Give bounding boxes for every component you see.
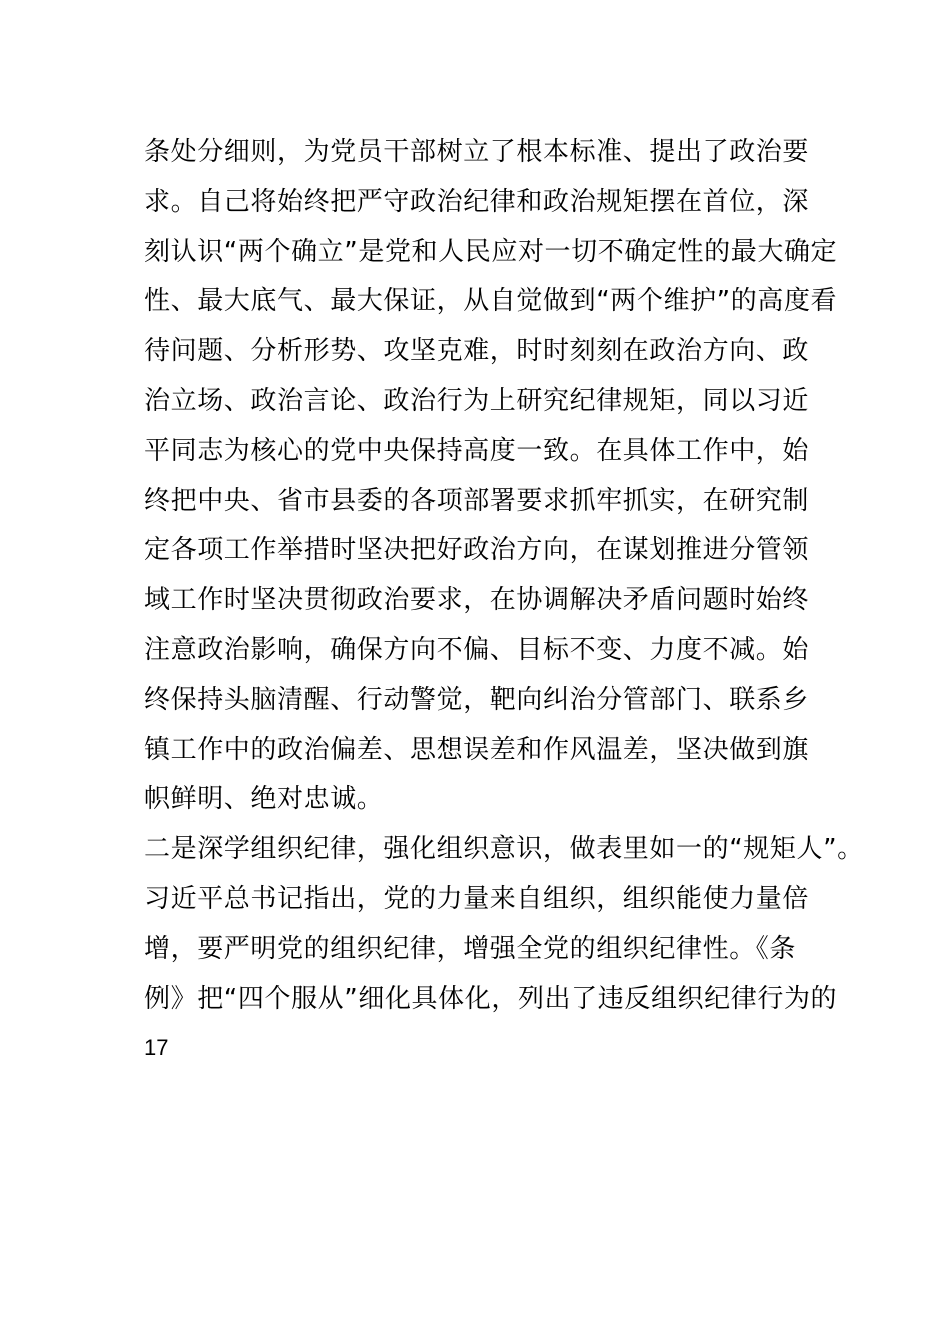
text-line: 注意政治影响，确保方向不偏、目标不变、力度不减。始 <box>144 634 810 665</box>
text-line: 定各项工作举措时坚决把好政治方向，在谋划推进分管领 <box>144 535 810 566</box>
text-line: 终保持头脑清醒、行动警觉，靶向纠治分管部门、联系乡 <box>144 684 810 715</box>
text-line: 域工作时坚决贯彻政治要求，在协调解决矛盾问题时始终 <box>144 585 810 616</box>
text-line: 平同志为核心的党中央保持高度一致。在具体工作中，始 <box>144 435 810 466</box>
body-text <box>144 128 864 1024</box>
text-line: 镇工作中的政治偏差、思想误差和作风温差，坚决做到旗 <box>144 734 810 765</box>
text-line: 治立场、政治言论、政治行为上研究纪律规矩，同以习近 <box>144 385 810 416</box>
text-line: 终把中央、省市县委的各项部署要求抓牢抓实，在研究制 <box>144 485 810 516</box>
text-line: 刻认识“两个确立”是党和人民应对一切不确定性的最大确定 <box>144 236 838 267</box>
text-line: 待问题、分析形势、攻坚克难，时时刻刻在政治方向、政 <box>144 336 810 367</box>
text-line: 二是深学组织纪律，强化组织意识，做表里如一的“规矩人”。 <box>144 834 864 865</box>
text-line: 条处分细则，为党员干部树立了根本标准、提出了政治要 <box>144 137 810 167</box>
text-line: 帜鲜明、绝对忠诚。 <box>144 784 384 815</box>
text-line: 习近平总书记指出，党的力量来自组织，组织能使力量倍 <box>144 883 810 914</box>
text-line: 性、最大底气、最大保证，从自觉做到“两个维护”的高度看 <box>144 286 838 317</box>
page-number: 17 <box>144 1035 169 1060</box>
text-line: 求。自己将始终把严守政治纪律和政治规矩摆在首位，深 <box>144 186 810 217</box>
text-line: 例》把“四个服从”细化具体化，列出了违反组织纪律行为的 <box>144 983 838 1014</box>
text-line: 增，要严明党的组织纪律，增强全党的组织纪律性。《条 <box>144 933 797 964</box>
